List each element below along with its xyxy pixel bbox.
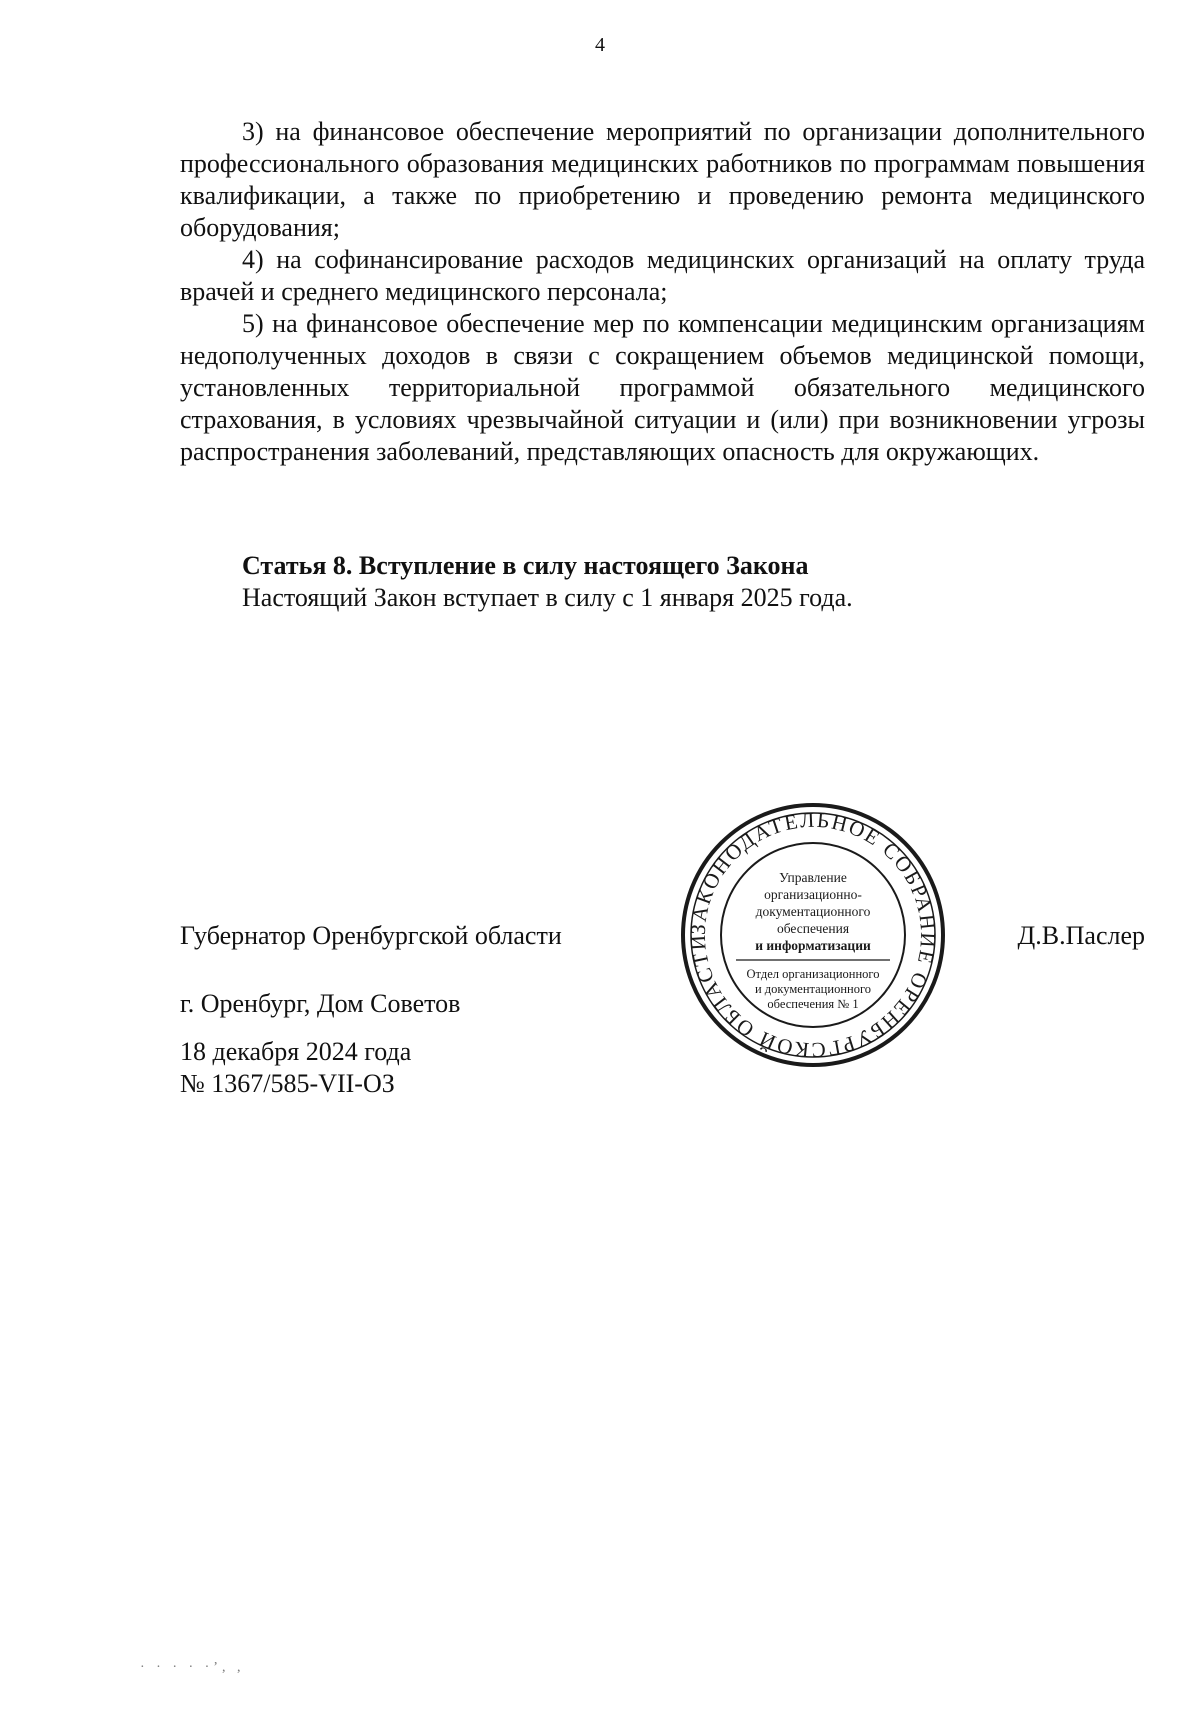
stamp-line-4: обеспечения: [776, 921, 850, 936]
stamp-line-2: организационно-: [764, 887, 862, 902]
signature-position: Губернатор Оренбургской области: [180, 921, 562, 950]
stamp-line-5: и информатизации: [755, 938, 871, 953]
paragraph-item-3: 3) на финансовое обеспечение мероприятий по организации дополнительного профессионального образования медицинских работников по программам повышения квалификации, а также по приобретению и проведению ремонта медицинского оборудования;: [180, 117, 1145, 242]
article-text: Настоящий Закон вступает в силу с 1 января 2025 года.: [242, 583, 853, 612]
signature-place: г. Оренбург, Дом Советов: [180, 989, 461, 1018]
scan-specks: · · · · ·’, ,: [140, 1660, 245, 1675]
signature-name: Д.В.Паслер: [1017, 921, 1145, 950]
paragraph-item-5: 5) на финансовое обеспечение мер по компенсации медицинским организациям недополученных доходов в связи с сокращением объемов медицинской помощи, установленных территориальной программой обязательного медицинского страхования, в условиях чрезвычайной ситуации и (или) при возникновении угрозы распространения заболеваний, представляющих опасность для окружающих.: [180, 309, 1145, 466]
article-title: Статья 8. Вступление в силу настоящего Закона: [242, 551, 809, 580]
page-number: 4: [595, 34, 605, 56]
stamp-line-8: обеспечения № 1: [767, 997, 859, 1011]
paragraph-item-4: 4) на софинансирование расходов медицинских организаций на оплату труда врачей и среднего медицинского персонала;: [180, 245, 1145, 306]
stamp-line-6: Отдел организационного: [746, 967, 880, 981]
official-stamp: [678, 800, 948, 1070]
stamp-line-1: Управление: [779, 870, 847, 885]
stamp-ring-text: ЗАКОНОДАТЕЛЬНОЕ СОБРАНИЕ ОРЕНБУРГСКОЙ ОБЛАСТИ: [685, 807, 941, 1063]
signature-number: № 1367/585-VII-ОЗ: [180, 1069, 395, 1098]
article-8: [242, 550, 853, 614]
stamp-line-3: документационного: [755, 904, 871, 919]
signature-date: 18 декабря 2024 года: [180, 1037, 412, 1066]
stamp-line-7: и документационного: [754, 982, 872, 996]
body-text: [180, 116, 1145, 468]
